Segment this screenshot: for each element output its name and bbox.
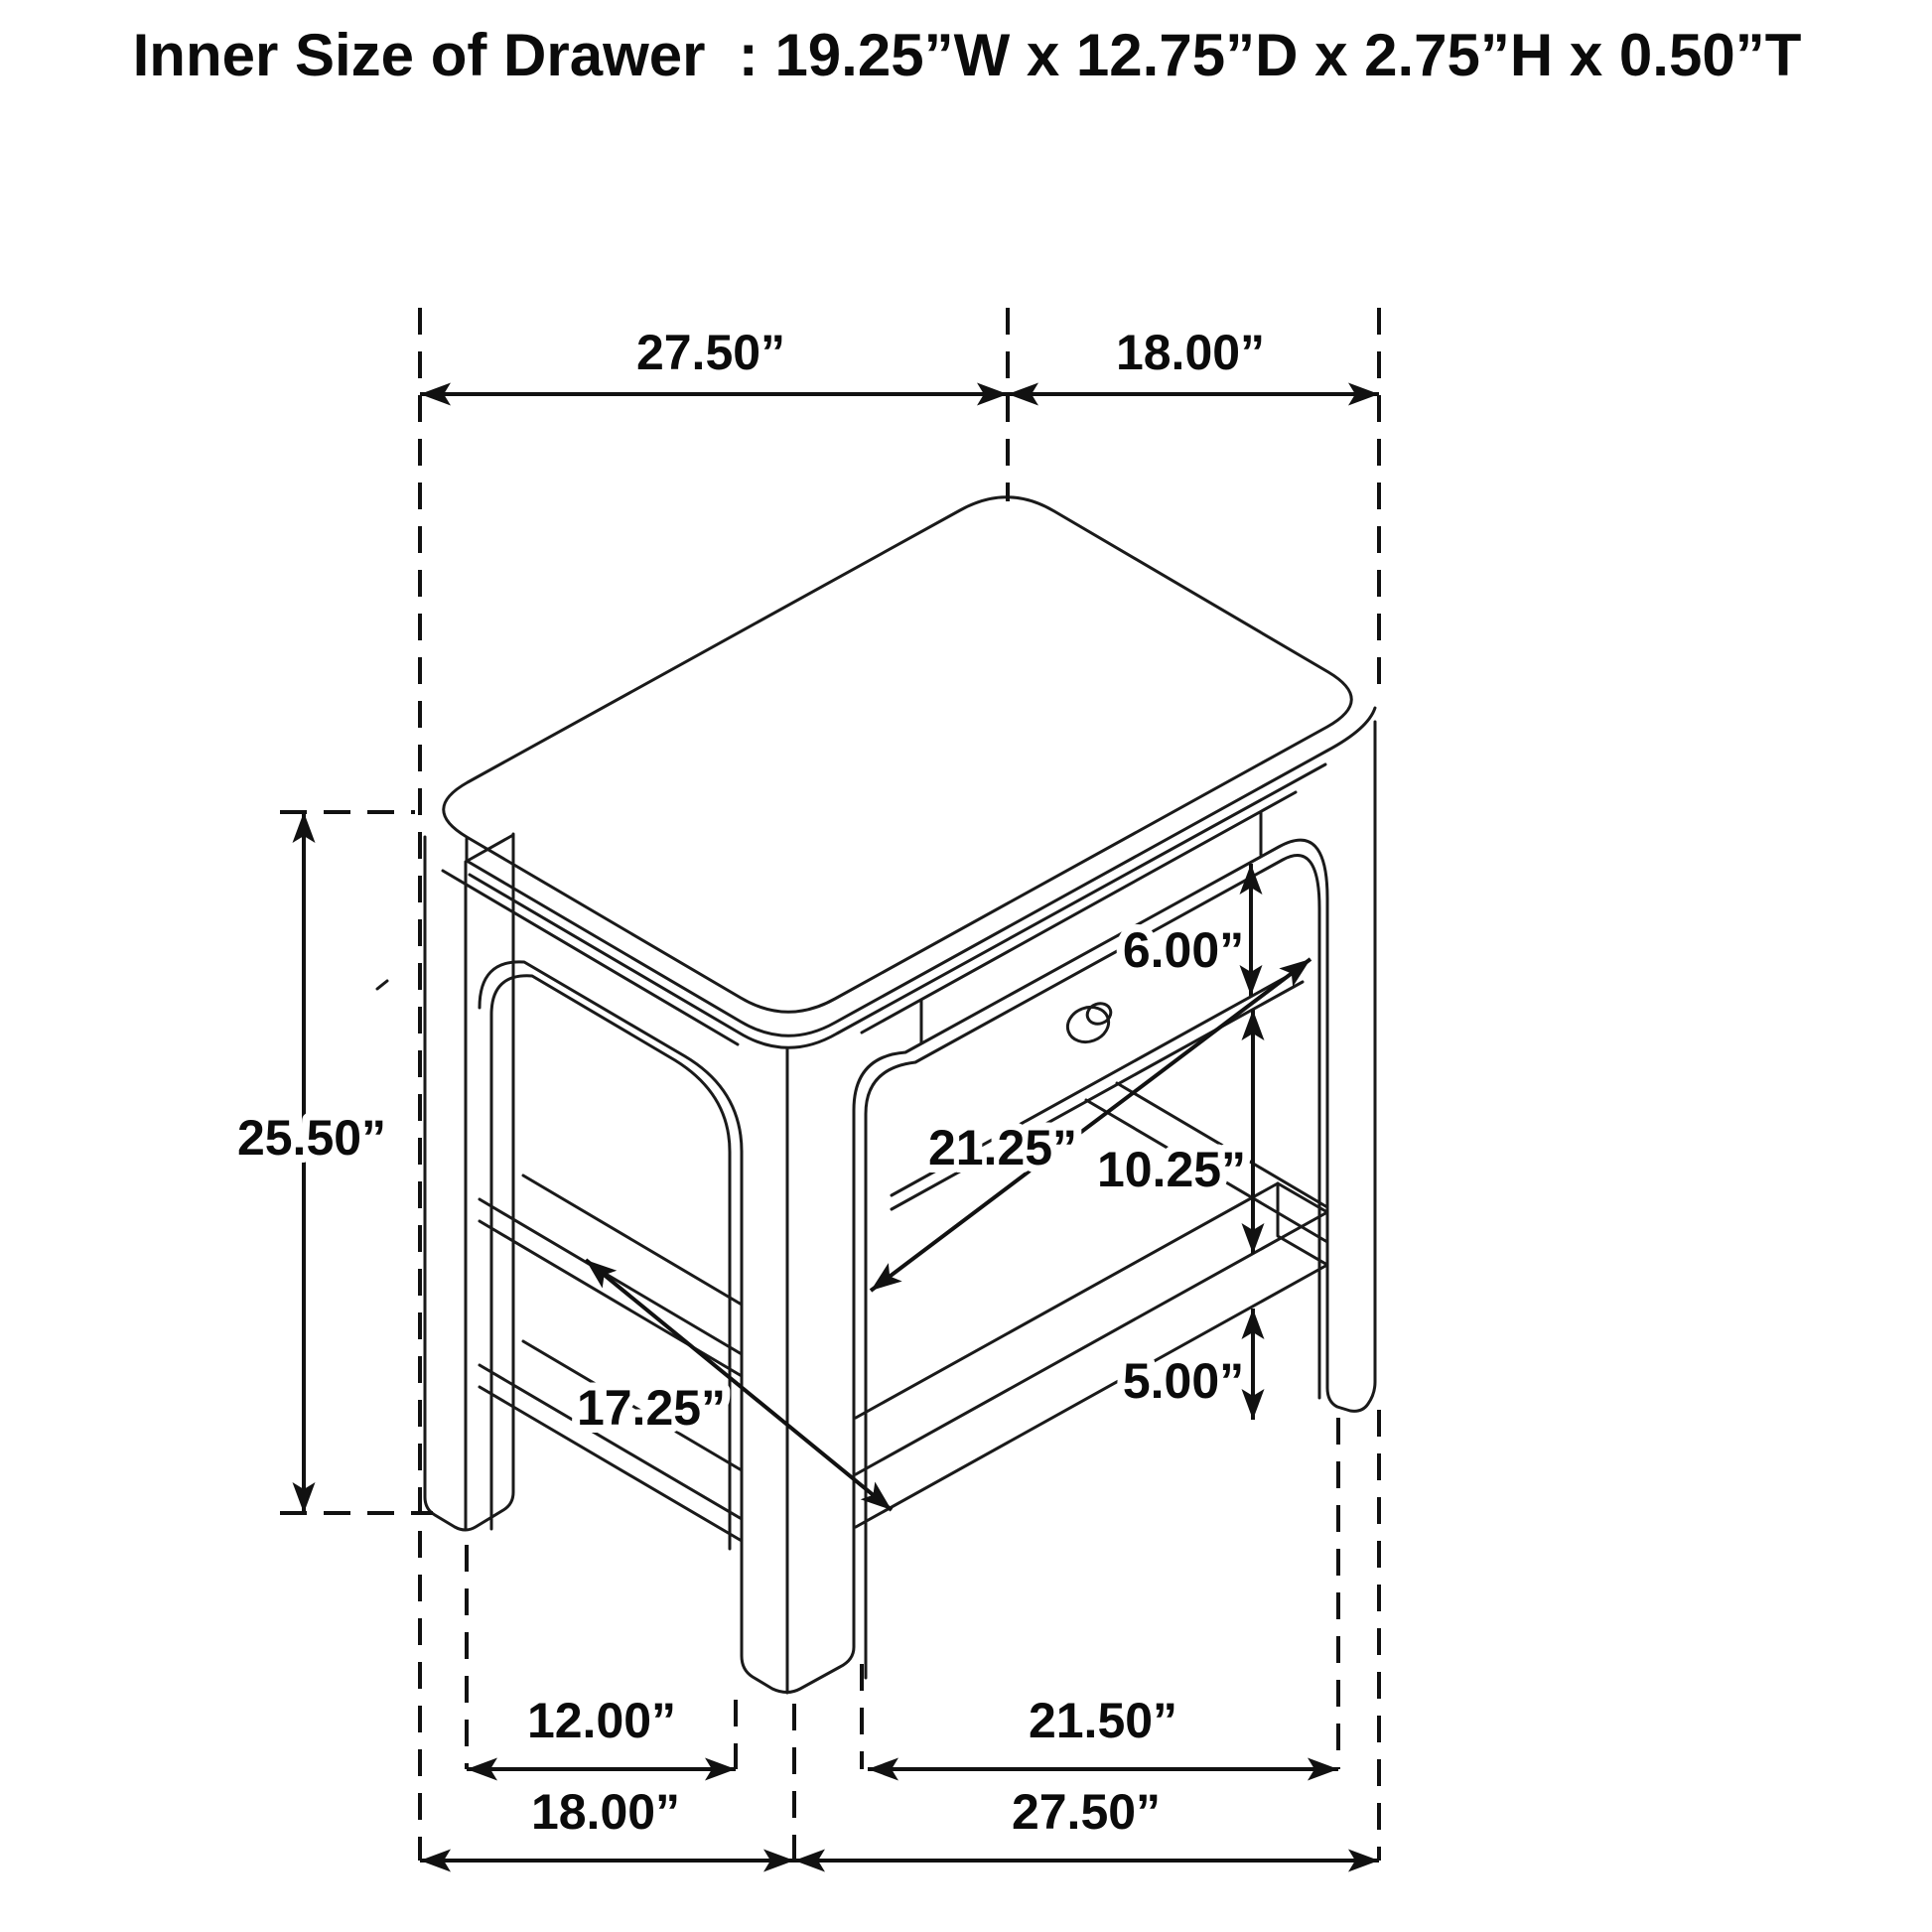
dim-label-shelf-depth: 17.25” <box>576 1380 727 1436</box>
dim-label-top-width: 27.50” <box>635 325 786 380</box>
lower-shelf <box>856 1183 1327 1527</box>
diagram-title: Inner Size of Drawer : 19.25”W x 12.75”D x 2.75”H x 0.50”T <box>132 22 1802 88</box>
dim-label-shelf-gap: 10.25” <box>1096 1142 1247 1197</box>
left-arch <box>480 962 742 1152</box>
extension-lines <box>280 308 1379 1861</box>
dim-label-drawer-width: 21.25” <box>927 1120 1078 1175</box>
dim-label-shelf-floor: 5.00” <box>1122 1353 1245 1409</box>
dim-label-drawer-height: 6.00” <box>1122 922 1245 978</box>
dim-label-shelf-width: 21.50” <box>1028 1693 1178 1748</box>
side-stretcher <box>480 1341 742 1541</box>
dim-label-height: 25.50” <box>236 1110 387 1166</box>
dim-label-top-depth: 18.00” <box>1115 325 1266 380</box>
dim-label-bottom-width: 27.50” <box>1011 1784 1162 1840</box>
stray-mark <box>377 981 387 989</box>
furniture <box>377 497 1375 1693</box>
left-leg <box>425 834 513 1530</box>
dim-label-bottom-depth: 18.00” <box>530 1784 681 1840</box>
side-shelf <box>480 1175 742 1376</box>
center-leg <box>742 1049 854 1693</box>
dim-label-inner-depth: 12.00” <box>526 1693 677 1748</box>
